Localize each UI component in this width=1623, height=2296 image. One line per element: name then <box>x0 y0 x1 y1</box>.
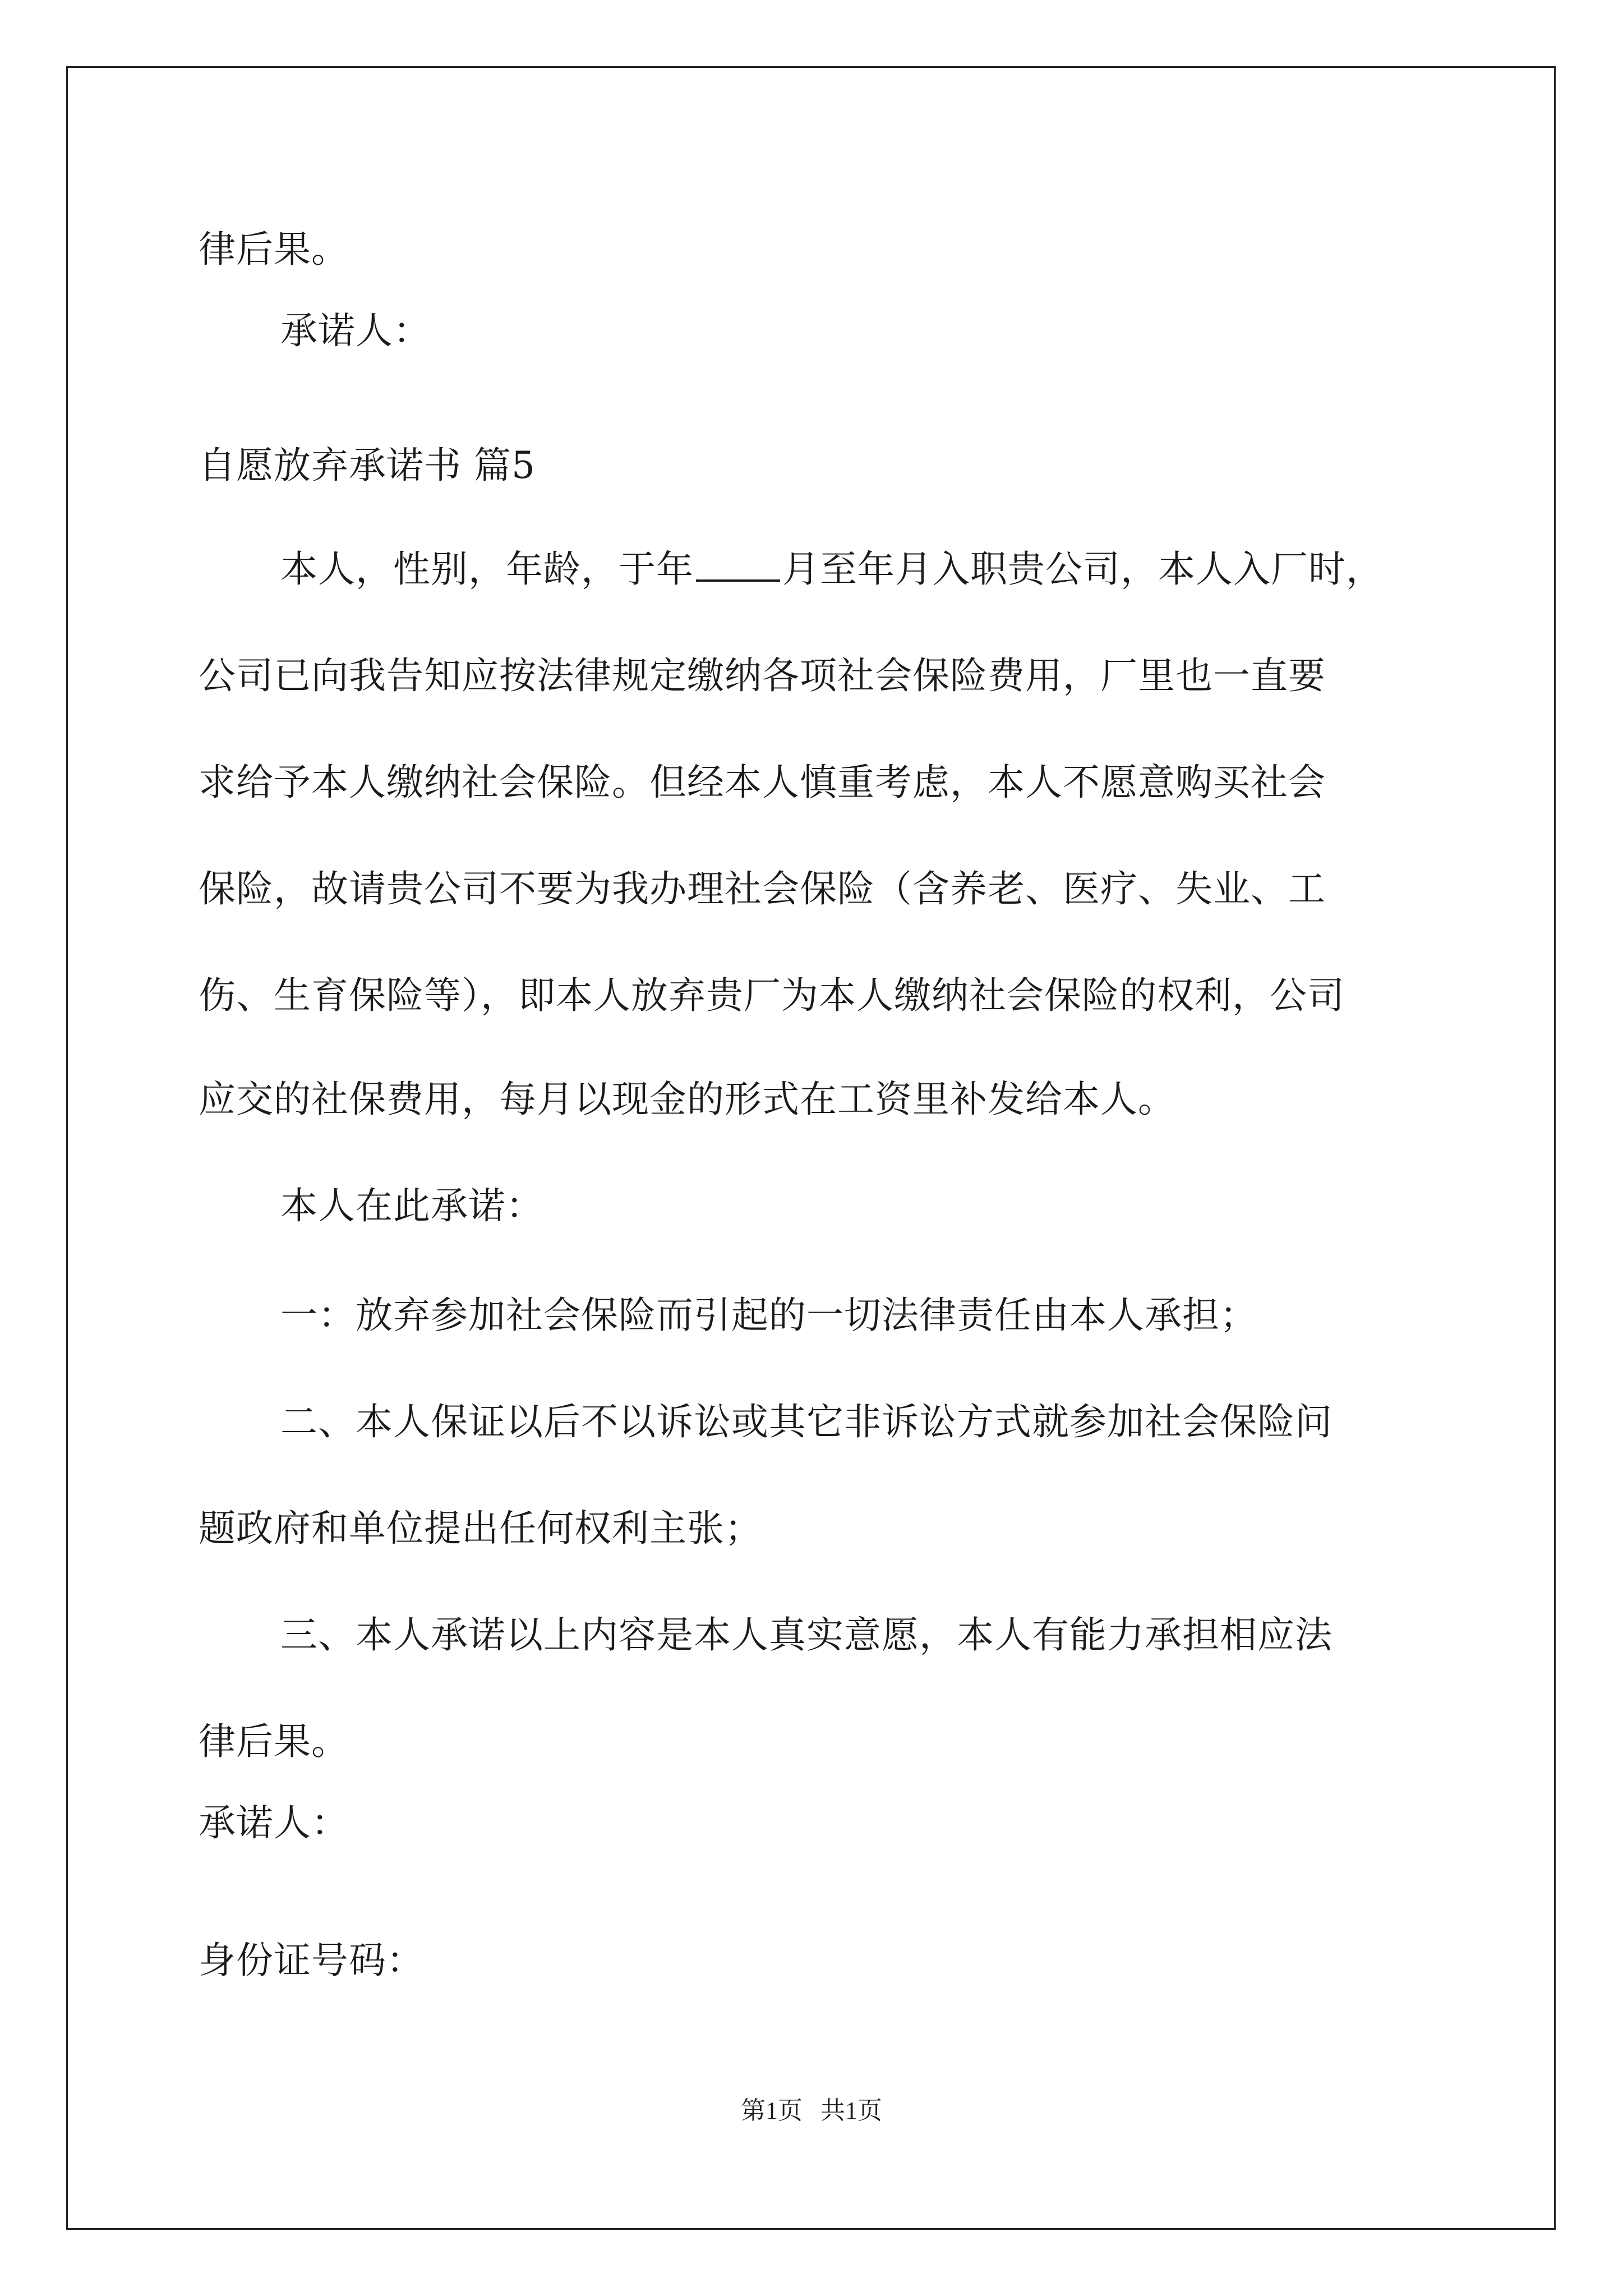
text-line: 保险，故请贵公司不要为我办理社会保险（含养老、医疗、失业、工 <box>199 867 1326 910</box>
id-number-label: 身份证号码： <box>199 1939 424 1982</box>
fill-in-blank <box>696 547 780 582</box>
text-line: 伤、生育保险等），即本人放弃贵厂为本人缴纳社会保险的权利，公司 <box>199 974 1345 1017</box>
text-line: 律后果。 <box>199 1720 349 1763</box>
page-footer <box>0 2095 1623 2127</box>
signature-label: 承诺人： <box>199 1801 349 1844</box>
text-line: 二、本人保证以后不以诉讼或其它非诉讼方式就参加社会保险问 <box>280 1400 1332 1443</box>
text-line: 应交的社保费用，每月以现金的形式在工资里补发给本人。 <box>199 1078 1175 1121</box>
text-line: 承诺人： <box>280 309 431 352</box>
text-segment: 本人，性别，年龄，于年 <box>280 547 694 591</box>
text-line: 公司已向我告知应按法律规定缴纳各项社会保险费用，厂里也一直要 <box>199 654 1326 697</box>
text-line: 律后果。 <box>199 228 349 271</box>
page-border <box>66 66 1556 2230</box>
page-total: 共1页 <box>820 2097 882 2124</box>
text-line: 题政府和单位提出任何权利主张； <box>199 1507 762 1550</box>
text-segment: 月至年月入职贵公司，本人入厂时， <box>782 547 1384 591</box>
text-line: 三、本人承诺以上内容是本人真实意愿，本人有能力承担相应法 <box>280 1613 1332 1657</box>
text-line: 一：放弃参加社会保险而引起的一切法律责任由本人承担； <box>280 1294 1257 1337</box>
section-heading: 自愿放弃承诺书 篇5 <box>199 444 536 487</box>
text-line <box>280 547 1384 592</box>
text-line: 求给予本人缴纳社会保险。但经本人慎重考虑，本人不愿意购买社会 <box>199 761 1326 804</box>
text-line: 本人在此承诺： <box>280 1184 543 1227</box>
page-number: 第1页 <box>741 2097 803 2124</box>
